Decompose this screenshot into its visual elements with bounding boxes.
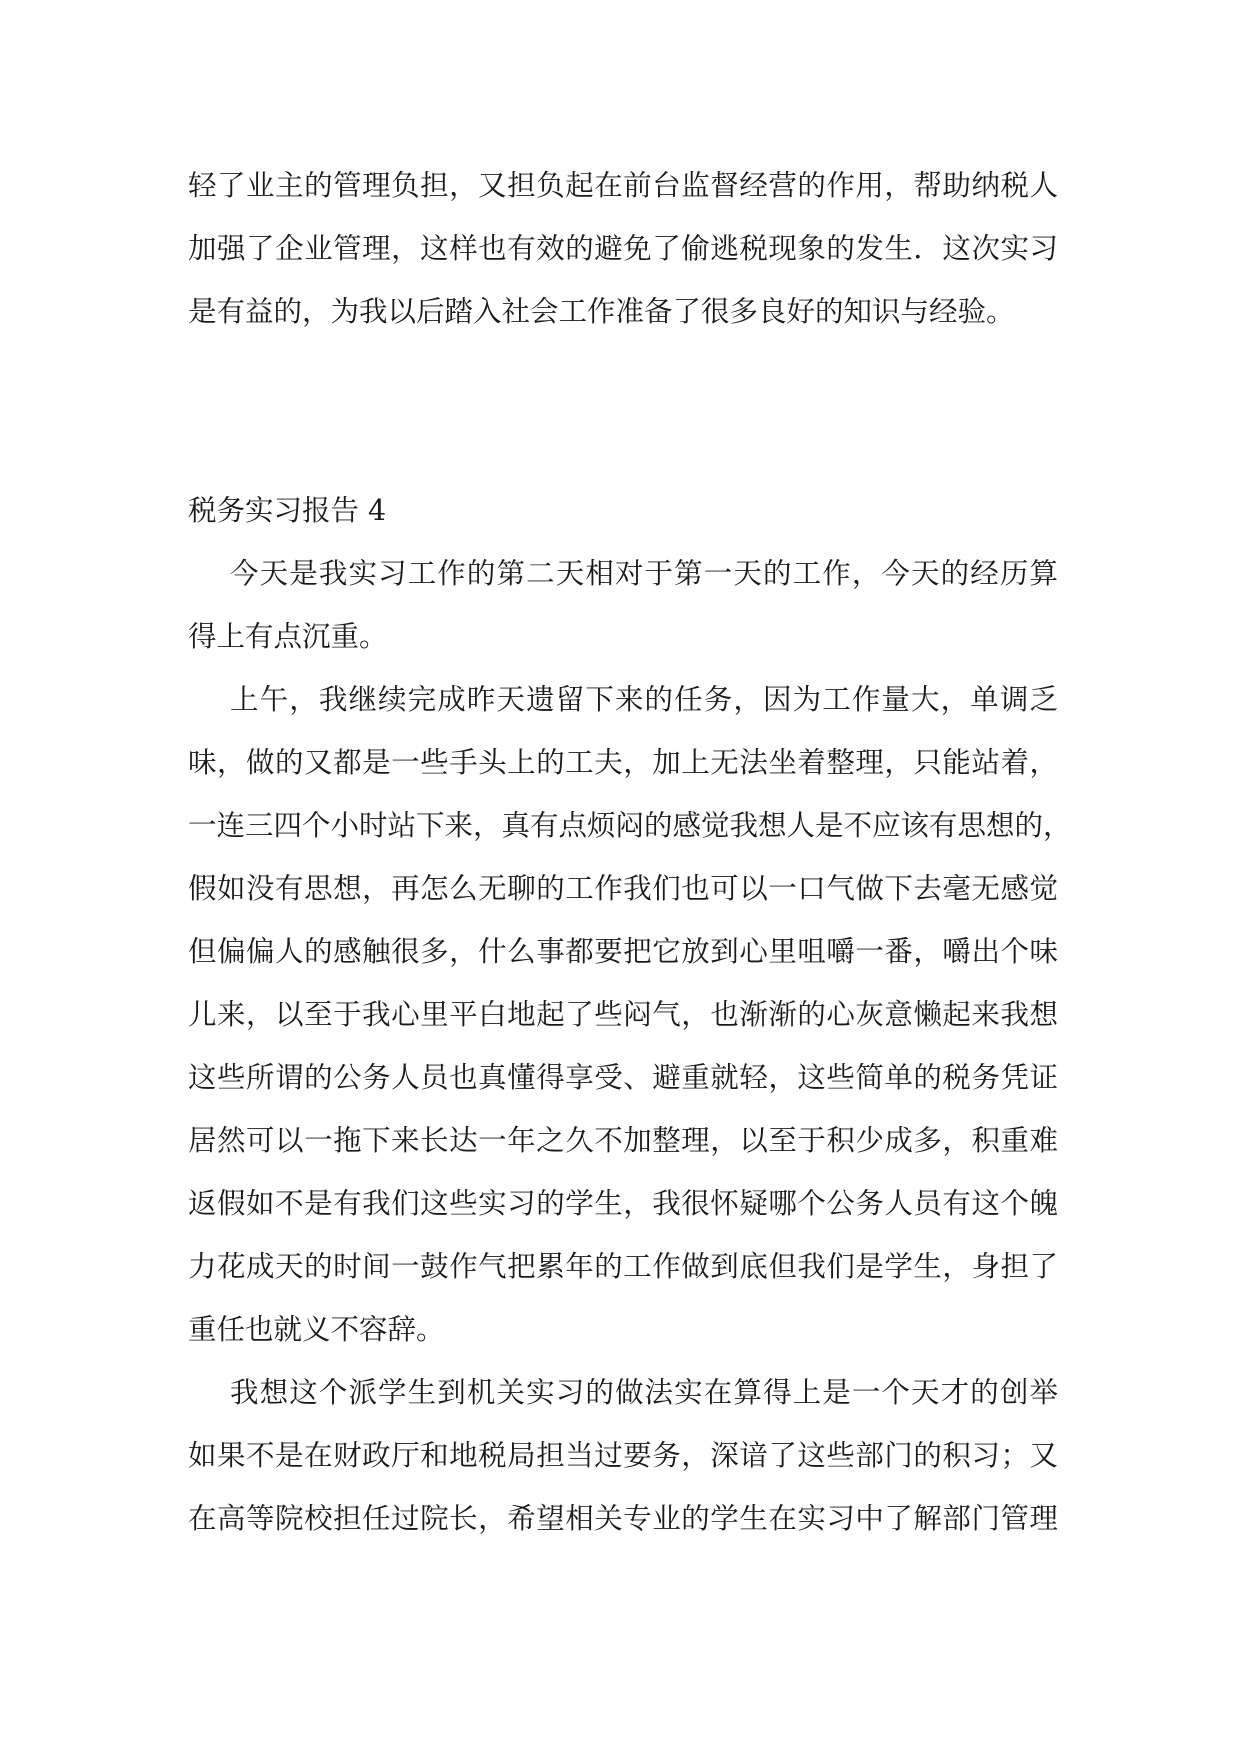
paragraph-3-line-3: 在高等院校担任过院长，希望相关专业的学生在实习中了解部门管理 <box>188 1502 1058 1535</box>
paragraph-2-line-4: 假如没有思想，再怎么无聊的工作我们也可以一口气做下去毫无感觉 <box>188 872 1058 905</box>
paragraph-2-line-2: 味，做的又都是一些手头上的工夫，加上无法坐着整理，只能站着， <box>188 746 1058 779</box>
paragraph-2-line-3: 一连三四个小时站下来，真有点烦闷的感觉我想人是不应该有思想的， <box>188 809 1072 842</box>
paragraph-2-line-1: 上午，我继续完成昨天遗留下来的任务，因为工作量大，单调乏 <box>230 683 1058 716</box>
paragraph-3-line-2: 如果不是在财政厅和地税局担当过要务，深谙了这些部门的积习；又 <box>188 1439 1058 1472</box>
paragraph-2-line-8: 居然可以一拖下来长达一年之久不加整理，以至于积少成多，积重难 <box>188 1124 1058 1157</box>
paragraph-1-line-2: 得上有点沉重。 <box>188 620 388 653</box>
paragraph-1-line-1: 今天是我实习工作的第二天相对于第一天的工作，今天的经历算 <box>230 557 1058 590</box>
intro-line-1: 轻了业主的管理负担，又担负起在前台监督经营的作用，帮助纳税人 <box>188 169 1058 202</box>
intro-line-2: 加强了企业管理，这样也有效的避免了偷逃税现象的发生．这次实习 <box>188 232 1058 265</box>
paragraph-2-line-7: 这些所谓的公务人员也真懂得享受、避重就轻，这些简单的税务凭证 <box>188 1061 1058 1094</box>
paragraph-2-line-11: 重任也就义不容辞。 <box>188 1313 445 1346</box>
paragraph-2-line-9: 返假如不是有我们这些实习的学生，我很怀疑哪个公务人员有这个魄 <box>188 1187 1058 1220</box>
intro-line-3: 是有益的，为我以后踏入社会工作准备了很多良好的知识与经验。 <box>188 295 1015 328</box>
paragraph-3-line-1: 我想这个派学生到机关实习的做法实在算得上是一个天才的创举 <box>230 1376 1058 1409</box>
paragraph-2-line-10: 力花成天的时间一鼓作气把累年的工作做到底但我们是学生，身担了 <box>188 1250 1058 1283</box>
paragraph-2-line-6: 儿来，以至于我心里平白地起了些闷气，也渐渐的心灰意懒起来我想 <box>188 998 1058 1031</box>
paragraph-2-line-5: 但偏偏人的感触很多，什么事都要把它放到心里咀嚼一番，嚼出个味 <box>188 935 1058 968</box>
section-title: 税务实习报告 4 <box>188 494 387 527</box>
